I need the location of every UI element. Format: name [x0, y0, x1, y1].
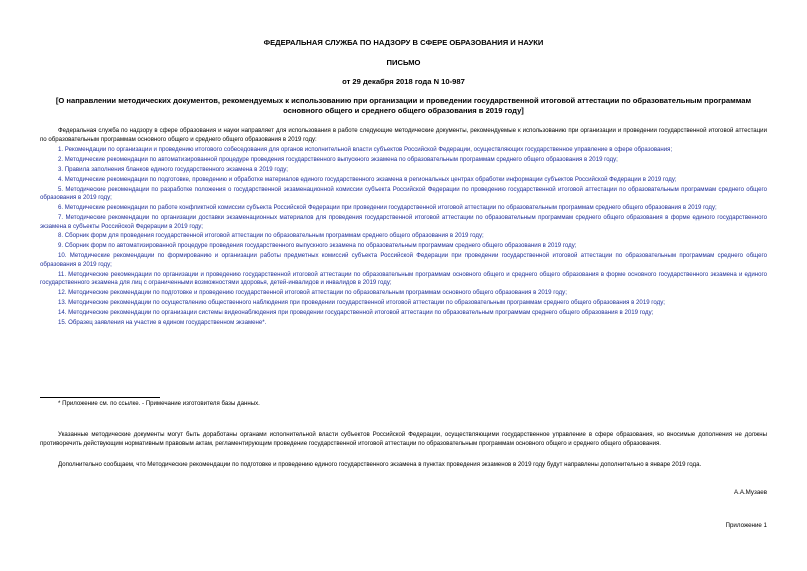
document-link-15[interactable]: 15. Образец заявления на участие в едином государственном экзамене*.	[58, 318, 267, 326]
document-link-7[interactable]: 7. Методические рекомендации по организации доставки экзаменационных материалов для проведения государственной итоговой аттестации по образовательным программам среднего общего образования в форме единого государственного экзамена в субъекты Российской Федерации в 2019 году;	[40, 213, 767, 230]
document-link-13[interactable]: 13. Методические рекомендации по осуществлению общественного наблюдения при проведении государственной итоговой аттестации по образовательным программам среднего общего образования в 2019 году;	[58, 299, 665, 307]
document-link-5[interactable]: 5. Методические рекомендации по разработке положения о государственной экзаменационной комиссии субъекта Российской Федерации по проведению государственной итоговой аттестации по образовательным программам среднего общего образования в 2019 году;	[40, 185, 767, 202]
document-link-8[interactable]: 8. Сборник форм для проведения государственной итоговой аттестации по образовательным программам среднего общего образования в 2019 году;	[58, 232, 484, 240]
doc-type: ПИСЬМО	[386, 58, 421, 67]
document-link-4[interactable]: 4. Методические рекомендации по подготовке, проведению и обработке материалов единого государственного экзамена в региональных центрах обработки информации субъектов Российской Федерации в 2019 году;	[58, 175, 677, 183]
paragraph-additional: Дополнительно сообщаем, что Методические рекомендации по подготовке и проведению единого государственного экзамена в пунктах проведения экзаменов в 2019 году будут направлены дополнительно в январе 2019 года.	[58, 461, 702, 468]
agency-title: ФЕДЕРАЛЬНАЯ СЛУЖБА ПО НАДЗОРУ В СФЕРЕ ОБРАЗОВАНИЯ И НАУКИ	[263, 38, 544, 47]
document-link-2[interactable]: 2. Методические рекомендации по автоматизированной процедуре проведения государственного выпускного экзамена по образовательным программам среднего общего образования в 2019 году;	[58, 155, 618, 163]
doc-subject: [О направлении методических документов, рекомендуемых к использованию при организации и проведении государственной итоговой аттестации по образовательным программам основного общего и среднего общего образования в 2019 году]	[55, 96, 752, 115]
document-link-1[interactable]: 1. Рекомендации по организации и проведению итогового собеседования для органов исполнительной власти субъектов Российской Федерации, осуществляющих государственное управление в сфере образования;	[58, 146, 673, 153]
document-link-12[interactable]: 12. Методические рекомендации по подготовке и проведению государственной итоговой аттестации по образовательным программам основного общего образования в 2019 году;	[58, 289, 567, 297]
document-link-14[interactable]: 14. Методические рекомендации по организации системы видеонаблюдения при проведении государственной итоговой аттестации по образовательным программам среднего общего образования в 2019 году;	[58, 308, 654, 316]
footnote: * Приложение см. по ссылке. - Примечание изготовителя базы данных.	[58, 400, 260, 407]
footnote-divider	[40, 397, 160, 398]
appendix-label: Приложение 1	[725, 522, 767, 529]
intro-paragraph: Федеральная служба по надзору в сфере образования и науки направляет для использования в работе следующие методические документы, рекомендуемые к использованию при организации и проведении государственной итоговой аттестации по образовательным программам основного общего и среднего общего образования в 2019 году:	[40, 127, 767, 143]
document-link-11[interactable]: 11. Методические рекомендации по организации и проведению государственной итоговой аттестации по образовательным программам основного общего и среднего общего образования в форме основного государственного экзамена и единого государственного экзамена для лиц с ограниченными возможностями здоровья, детей-инвалидов и инвалидов в 2019 году;	[40, 270, 767, 287]
paragraph-adjustments: Указанные методические документы могут быть доработаны органами исполнительной власти субъектов Российской Федерации, осуществляющими государственное управление в сфере образования, но вносимые дополнения не должны противоречить действующим нормативным правовым актам, регламентирующим проведение государственной итоговой аттестации по образовательным программам основного общего и среднего общего образования.	[40, 431, 767, 447]
document-list	[40, 146, 767, 329]
document-link-10[interactable]: 10. Методические рекомендации по формированию и организации работы предметных комиссий субъекта Российской Федерации при проведении государственной итоговой аттестации по образовательным программам среднего общего образования в 2019 году;	[40, 252, 767, 268]
document-link-3[interactable]: 3. Правила заполнения бланков единого государственного экзамена в 2019 году;	[58, 165, 289, 173]
signature: А.А.Музаев	[733, 489, 767, 496]
document-link-6[interactable]: 6. Методические рекомендации по работе конфликтной комиссии субъекта Российской Федерации при проведении государственной итоговой аттестации по образовательным программам среднего общего образования в 2019 году;	[58, 204, 717, 212]
document-link-9[interactable]: 9. Сборник форм по автоматизированной процедуре проведения государственного выпускного экзамена по образовательным программам среднего общего образования в 2019 году;	[58, 242, 577, 250]
doc-date-number: от 29 декабря 2018 года N 10-987	[342, 77, 465, 86]
